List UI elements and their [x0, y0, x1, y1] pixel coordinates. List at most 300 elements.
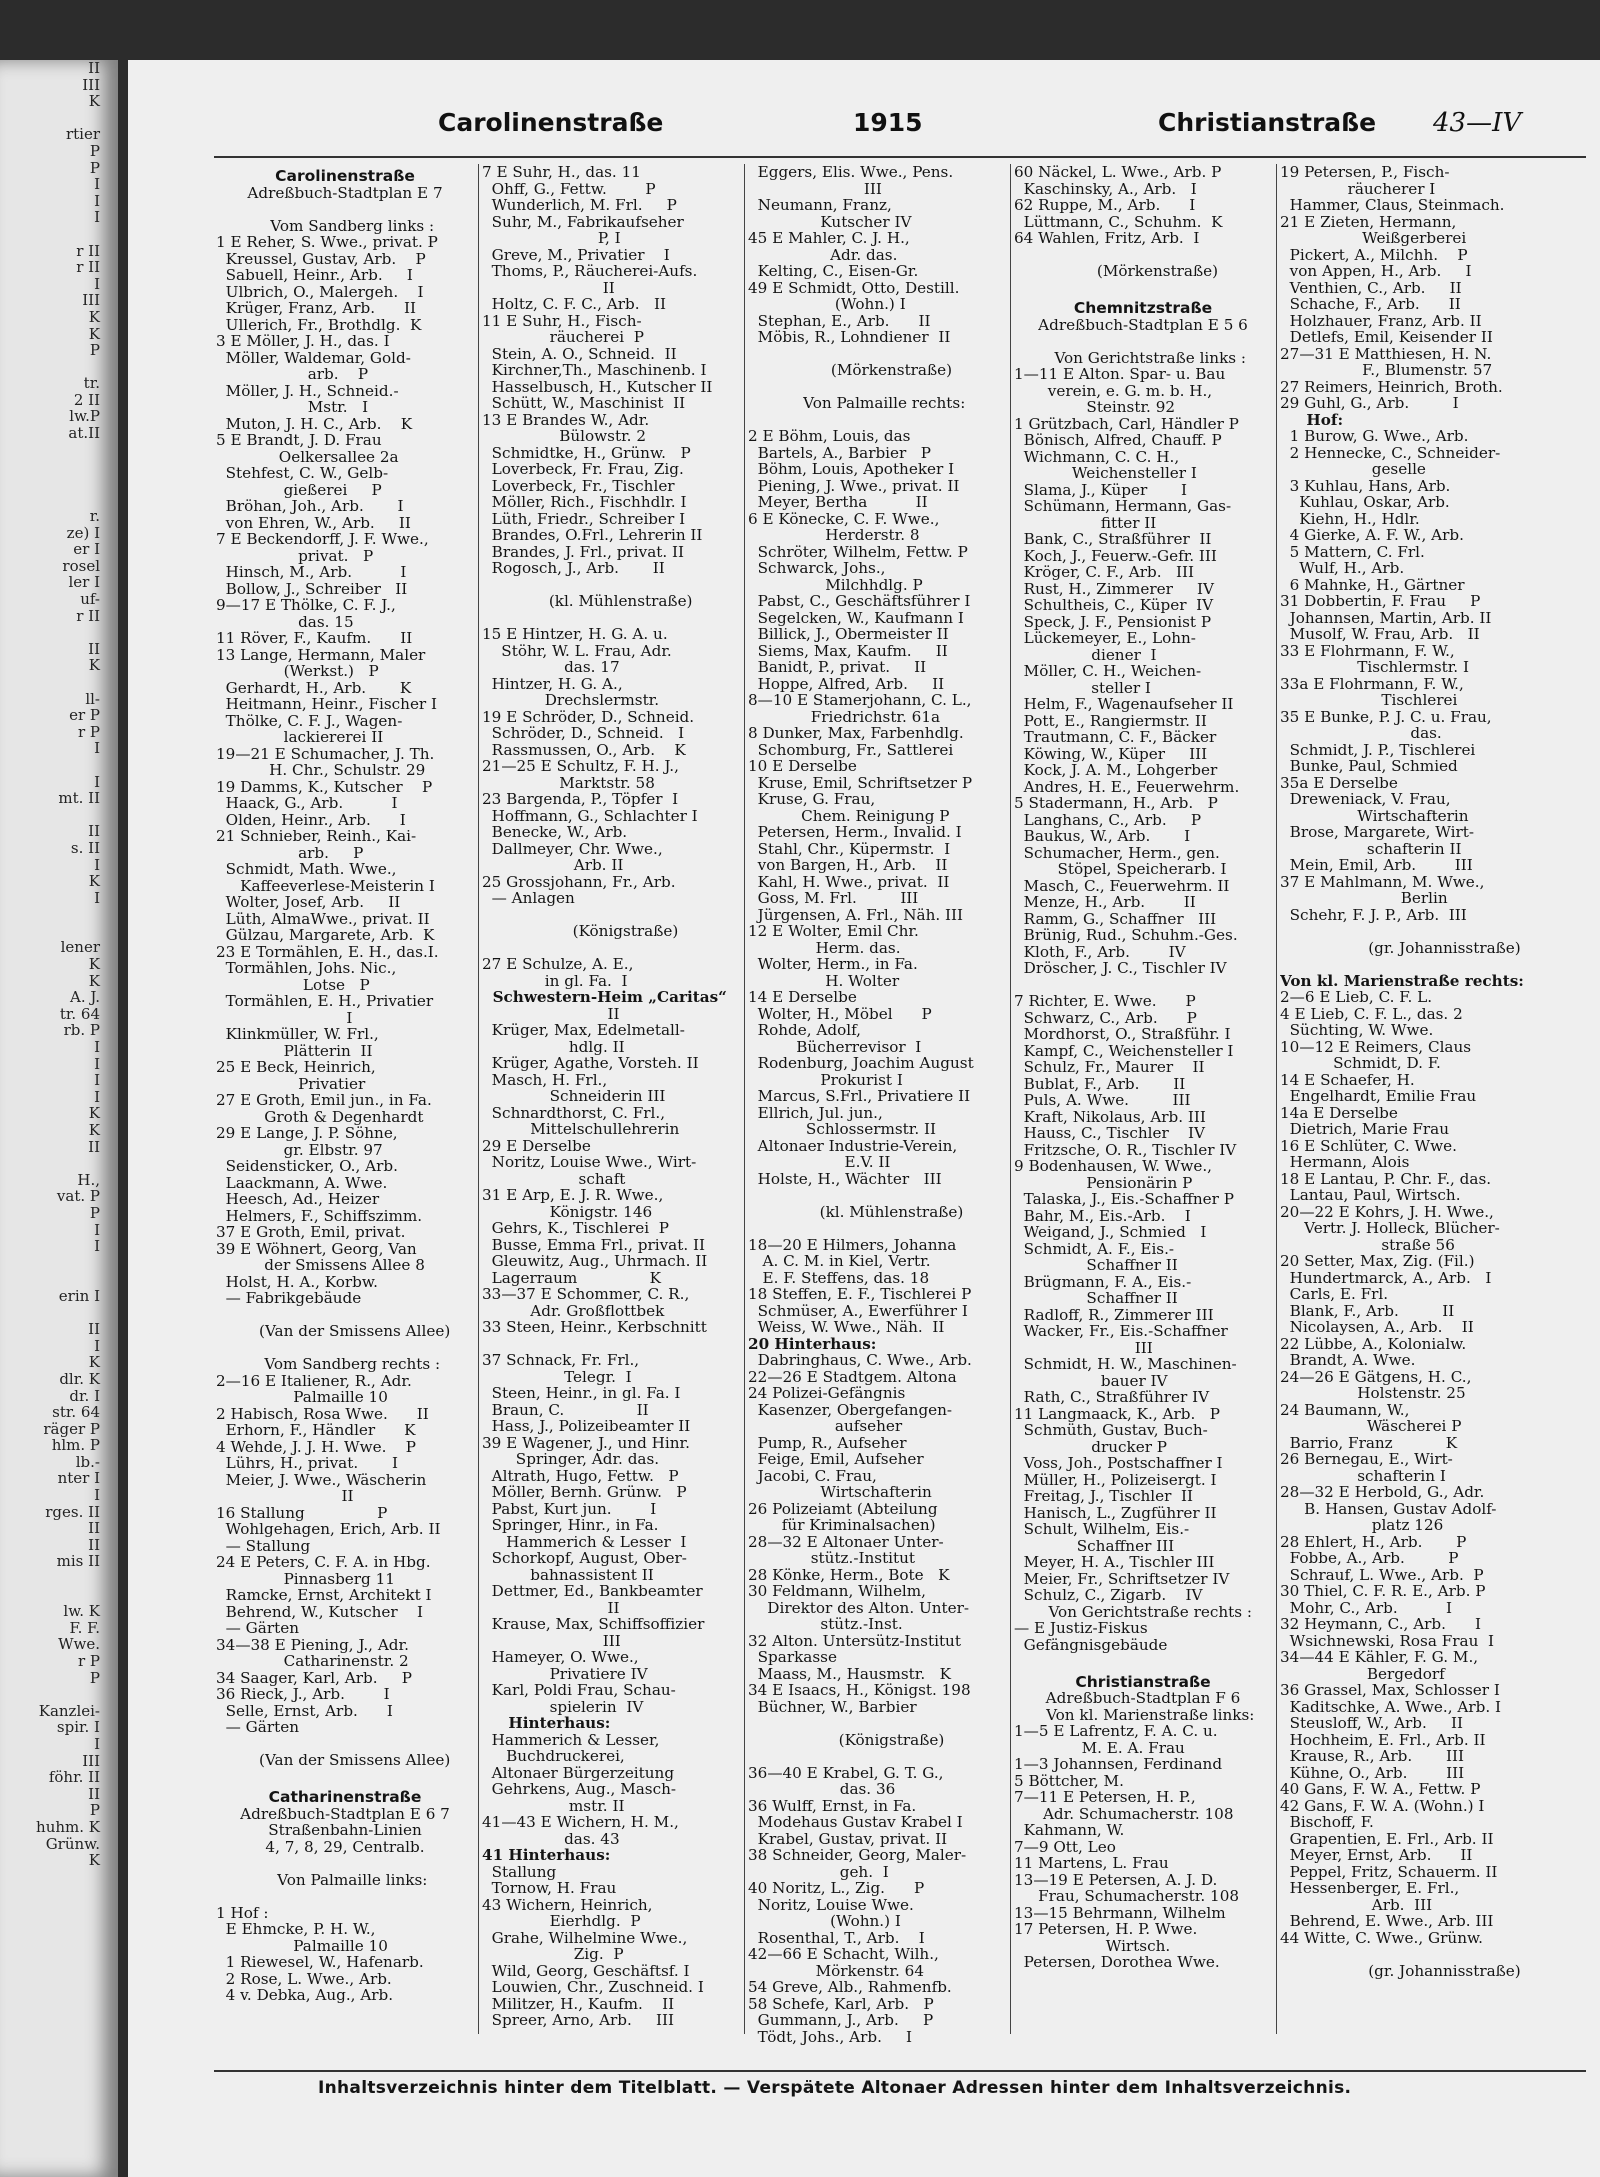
- directory-entry-line: Schorkopf, August, Ober-: [482, 1550, 687, 1567]
- directory-entry-line: 41 Hinterhaus:: [482, 1847, 611, 1864]
- directory-entry-line: 28—32 E Herbold, G., Adr.: [1280, 1484, 1485, 1501]
- directory-entry-line: Segelcken, W., Kaufmann I: [748, 609, 964, 626]
- directory-entry-line: Bischoff, F.: [1280, 1814, 1374, 1831]
- directory-entry-line: Mohr, C., Arb. I: [1280, 1599, 1452, 1616]
- directory-entry-line: Herm. das.: [748, 939, 901, 956]
- directory-entry-line: 45 E Mahler, C. J. H.,: [748, 230, 910, 247]
- directory-entry-line: der Smissens Allee 8: [216, 1257, 425, 1274]
- directory-entry-line: Möller, Bernh. Grünw. P: [482, 1484, 687, 1501]
- directory-entry-line: Wolter, Herm., in Fa.: [748, 956, 918, 973]
- directory-entry-line: 32 Heymann, C., Arb. I: [1280, 1616, 1481, 1633]
- directory-entry-line: Kruse, G. Frau,: [748, 791, 876, 808]
- directory-entry-line: Schehr, F. J. P., Arb. III: [1280, 906, 1467, 923]
- directory-entry-line: Loverbeck, Fr., Tischler: [482, 477, 675, 494]
- directory-entry-line: Kiehn, H., Hdlr.: [1280, 510, 1420, 527]
- section-note: 4, 7, 8, 29, Centralb.: [265, 1838, 425, 1855]
- directory-entry-line: Thölke, C. F. J., Wagen-: [216, 712, 403, 729]
- directory-entry-line: 13 E Brandes W., Adr.: [482, 411, 650, 428]
- directory-entry-line: Langhans, C., Arb. P: [1014, 811, 1202, 828]
- directory-entry-line: 28 Könke, Herm., Bote K: [748, 1566, 950, 1583]
- directory-entry-line: Schult, Wilhelm, Eis.-: [1014, 1521, 1190, 1538]
- directory-entry-line: Noritz, Louise Wwe.: [748, 1896, 914, 1913]
- directory-page: [128, 60, 1600, 2177]
- directory-entry-line: räucherei P: [482, 329, 644, 346]
- directory-entry-line: Behrend, W., Kutscher I: [216, 1603, 423, 1620]
- directory-entry-line: Palmaille 10: [216, 1389, 388, 1406]
- directory-entry-line: Carls, E. Frl.: [1280, 1286, 1389, 1303]
- directory-entry-line: III: [1014, 1339, 1153, 1356]
- directory-entry-line: 20—22 E Kohrs, J. H. Wwe.,: [1280, 1203, 1494, 1220]
- directory-entry-line: Rosenthal, T., Arb. I: [748, 1929, 925, 1946]
- directory-entry-line: P, I: [482, 230, 621, 247]
- directory-entry-line: 34 Saager, Karl, Arb. P: [216, 1669, 412, 1686]
- directory-entry-line: [748, 1715, 1006, 1732]
- directory-entry-line: Tödt, Johs., Arb. I: [748, 2028, 913, 2045]
- directory-entry-line: Bartels, A., Barbier P: [748, 444, 931, 461]
- directory-entry-line: Wäscherei P: [1280, 1418, 1462, 1435]
- section-note: Von Palmaille rechts:: [788, 395, 966, 412]
- directory-entry-line: 42 Gans, F. W. A. (Wohn.) I: [1280, 1797, 1485, 1814]
- directory-entry-line: Meyer, Ernst, Arb. II: [1280, 1847, 1473, 1864]
- directory-entry-line: [748, 412, 1006, 429]
- directory-entry-line: 19 Damms, K., Kutscher P: [216, 778, 433, 795]
- street-heading: Chemnitzstraße: [1073, 300, 1213, 317]
- section-note: (gr. Johannisstraße): [1339, 1962, 1521, 1979]
- directory-entry-line: Peppel, Fritz, Schauerm. II: [1280, 1863, 1498, 1880]
- directory-entry-line: [748, 1220, 1006, 1237]
- directory-entry-line: Gerhardt, H., Arb. K: [216, 679, 412, 696]
- directory-entry-line: Rohde, Adolf,: [748, 1022, 861, 1039]
- directory-entry-line: Dettmer, Ed., Bankbeamter: [482, 1583, 703, 1600]
- directory-entry-line: A. C. M. in Kiel, Vertr.: [748, 1253, 931, 1270]
- directory-entry-line: [482, 610, 740, 627]
- directory-entry-line: 13 Lange, Hermann, Maler: [216, 646, 426, 663]
- directory-entry-line: Kloth, F., Arb. IV: [1014, 943, 1186, 960]
- section-note: Vom Sandberg rechts :: [249, 1356, 441, 1373]
- directory-entry-line: Hinsch, M., Arb. I: [216, 564, 407, 581]
- directory-entry-line: E. F. Steffens, das. 18: [748, 1269, 930, 1286]
- directory-entry-line: 24 Polizei-Gefängnis: [748, 1385, 906, 1402]
- directory-entry-line: Zig. P: [482, 1946, 624, 1963]
- directory-entry-line: [1014, 280, 1272, 297]
- directory-entry-line: Ramcke, Ernst, Architekt I: [216, 1587, 432, 1604]
- directory-entry-line: Erhorn, F., Händler K: [216, 1422, 416, 1439]
- directory-entry-line: 41—43 E Wichern, H. M.,: [482, 1814, 679, 1831]
- directory-entry-line: Kahl, H. Wwe., privat. II: [748, 873, 950, 890]
- directory-entry-line: 27 E Groth, Emil jun., in Fa.: [216, 1092, 432, 1109]
- directory-entry-line: 5 Mattern, C. Frl.: [1280, 543, 1425, 560]
- directory-entry-line: 11 E Suhr, H., Fisch-: [482, 312, 642, 329]
- directory-entry-line: Rogosch, J., Arb. II: [482, 560, 665, 577]
- directory-entry-line: Bank, C., Straßführer II: [1014, 531, 1212, 548]
- directory-entry-line: Steinstr. 92: [1014, 399, 1176, 416]
- directory-entry-line: Kock, J. A. M., Lohgerber: [1014, 762, 1218, 779]
- directory-entry-line: Schaffner III: [1014, 1537, 1175, 1554]
- column-5: [1280, 164, 1580, 2064]
- directory-entry-line: III: [482, 1632, 621, 1649]
- directory-entry-line: Stephan, E., Arb. II: [748, 312, 931, 329]
- directory-entry-line: Schulz, Fr., Maurer II: [1014, 1059, 1205, 1076]
- directory-entry-line: Möbis, R., Lohndiener II: [748, 329, 951, 346]
- directory-entry-line: 5 Stadermann, H., Arb. P: [1014, 795, 1218, 812]
- directory-entry-line: 26 Bernegau, E., Wirt-: [1280, 1451, 1453, 1468]
- directory-entry-line: — Fabrikgebäude: [216, 1290, 362, 1307]
- directory-entry-line: 16 Stallung P: [216, 1504, 388, 1521]
- directory-entry-line: Friedrichstr. 61a: [748, 708, 941, 725]
- directory-entry-line: Hass, J., Polizeibeamter II: [482, 1418, 691, 1435]
- directory-entry-line: Stein, A. O., Schneid. II: [482, 345, 677, 362]
- directory-entry-line: Pabst, Kurt jun. I: [482, 1500, 657, 1517]
- directory-entry-line: 34 E Isaacs, H., Königst. 198: [748, 1682, 971, 1699]
- directory-entry-line: Krause, Max, Schiffsoffizier: [482, 1616, 705, 1633]
- directory-entry-line: Sabuell, Heinr., Arb. I: [216, 267, 413, 284]
- directory-entry-line: Seidensticker, O., Arb.: [216, 1158, 398, 1175]
- directory-entry-line: spielerin IV: [482, 1698, 644, 1715]
- directory-entry-line: 35 E Bunke, P. J. C. u. Frau,: [1280, 708, 1492, 725]
- directory-entry-line: Maass, M., Hausmstr. K: [748, 1665, 952, 1682]
- directory-entry-line: Kahmann, W.: [1014, 1822, 1125, 1839]
- directory-entry-line: 36—40 E Krabel, G. T. G.,: [748, 1764, 944, 1781]
- directory-entry-line: 34—44 E Kähler, F. G. M.,: [1280, 1649, 1479, 1666]
- directory-entry-line: Lantau, Paul, Wirtsch.: [1280, 1187, 1461, 1204]
- directory-entry-line: Mörkenstr. 64: [748, 1962, 924, 1979]
- directory-entry-line: Hammerich & Lesser,: [482, 1731, 660, 1748]
- section-note: (Mörkenstraße): [801, 362, 953, 379]
- directory-entry-line: Muton, J. H. C., Arb. K: [216, 415, 413, 432]
- directory-entry-line: [216, 1340, 474, 1357]
- directory-entry-line: Gummann, J., Arb. P: [748, 2012, 934, 2029]
- directory-entry-line: Springer, Hinr., in Fa.: [482, 1517, 659, 1534]
- directory-entry-line: Benecke, W., Arb.: [482, 824, 628, 841]
- directory-entry-line: Steen, Heinr., in gl. Fa. I: [482, 1385, 681, 1402]
- directory-entry-line: 13—19 E Petersen, A. J. D.: [1014, 1871, 1218, 1888]
- directory-entry-line: Hochheim, E. Frl., Arb. II: [1280, 1731, 1486, 1748]
- directory-entry-line: Lückemeyer, E., Lohn-: [1014, 630, 1196, 647]
- directory-entry-line: von Bargen, H., Arb. II: [748, 857, 948, 874]
- directory-entry-line: Mstr. I: [216, 399, 369, 416]
- directory-entry-line: 2 Habisch, Rosa Wwe. II: [216, 1405, 429, 1422]
- directory-entry-line: (Wohn.) I: [748, 1913, 901, 1930]
- directory-entry-line: Lotse P: [216, 976, 370, 993]
- directory-entry-line: Hasselbusch, H., Kutscher II: [482, 378, 713, 395]
- directory-entry-line: 30 Feldmann, Wilhelm,: [748, 1583, 927, 1600]
- directory-entry-line: Stehfest, C. W., Gelb-: [216, 465, 389, 482]
- directory-entry-line: 40 Gans, F. W. A., Fettw. P: [1280, 1781, 1481, 1798]
- footer-rule: [214, 2070, 1586, 2072]
- directory-entry-line: 37 Schnack, Fr. Frl.,: [482, 1352, 640, 1369]
- directory-entry-line: Schütt, W., Maschinist II: [482, 395, 686, 412]
- directory-entry-line: Freitag, J., Tischler II: [1014, 1488, 1194, 1505]
- section-note: (Königstraße): [809, 1731, 945, 1748]
- directory-entry-line: 43 Wichern, Heinrich,: [482, 1896, 653, 1913]
- directory-entry-line: Wolter, Josef, Arb. II: [216, 894, 401, 911]
- directory-entry-line: Marcus, S.Frl., Privatiere II: [748, 1088, 971, 1105]
- directory-entry-line: Bollow, J., Schreiber II: [216, 580, 408, 597]
- directory-entry-line: Krüger, Max, Edelmetall-: [482, 1022, 685, 1039]
- directory-entry-line: 14 E Derselbe: [748, 989, 857, 1006]
- directory-entry-line: Hammer, Claus, Steinmach.: [1280, 197, 1505, 214]
- directory-entry-line: Kühne, O., Arb. III: [1280, 1764, 1465, 1781]
- directory-entry-line: verein, e. G. m. b. H.,: [1014, 382, 1213, 399]
- directory-entry-line: Pabst, C., Geschäftsführer I: [748, 593, 971, 610]
- directory-entry-line: 4 Wehde, J. J. H. Wwe. P: [216, 1438, 416, 1455]
- directory-entry-line: 14 E Schaefer, H.: [1280, 1071, 1415, 1088]
- directory-entry-line: Gehrs, K., Tischlerei P: [482, 1220, 669, 1237]
- section-note: Vom Sandberg links :: [255, 217, 435, 234]
- directory-entry-line: Dallmeyer, Chr. Wwe.,: [482, 840, 663, 857]
- directory-entry-line: Wichmann, C. C. H.,: [1014, 448, 1180, 465]
- directory-entry-line: 42—66 E Schacht, Wilh.,: [748, 1946, 939, 1963]
- directory-entry-line: Radloff, R., Zimmerer III: [1014, 1306, 1214, 1323]
- directory-entry-line: räucherer I: [1280, 180, 1436, 197]
- directory-entry-line: Krause, R., Arb. III: [1280, 1748, 1465, 1765]
- directory-entry-line: Wulf, H., Arb.: [1280, 560, 1405, 577]
- directory-entry-line: Talaska, J., Eis.-Schaffner P: [1014, 1191, 1234, 1208]
- directory-entry-line: Schnardthorst, C. Frl.,: [482, 1104, 666, 1121]
- directory-entry-line: Oelkersallee 2a: [216, 448, 399, 465]
- directory-entry-line: Telegr. I: [482, 1368, 632, 1385]
- directory-entry-line: Nicolaysen, A., Arb. II: [1280, 1319, 1474, 1336]
- directory-entry-line: Schmidtke, H., Grünw. P: [482, 444, 691, 461]
- directory-entry-line: Pickert, A., Milchh. P: [1280, 246, 1468, 263]
- directory-entry-line: 60 Näckel, L. Wwe., Arb. P: [1014, 164, 1222, 181]
- directory-entry-line: 21 E Zieten, Hermann,: [1280, 213, 1457, 230]
- directory-entry-line: 1 Hof :: [216, 1904, 269, 1921]
- directory-entry-line: Kutscher IV: [748, 213, 912, 230]
- directory-entry-line: Petersen, Dorothea Wwe.: [1014, 1954, 1220, 1971]
- header-right-street: Christianstraße: [1158, 108, 1377, 137]
- directory-entry-line: Masch, H. Frl.,: [482, 1071, 608, 1088]
- directory-entry-line: Schmidt, H. W., Maschinen-: [1014, 1356, 1237, 1373]
- directory-entry-line: 23 E Tormählen, E. H., das.I.: [216, 943, 439, 960]
- directory-entry-line: Schaffner II: [1014, 1257, 1178, 1274]
- directory-entry-line: Privatiere IV: [482, 1665, 648, 1682]
- directory-entry-line: Brandes, J. Frl., privat. II: [482, 543, 685, 560]
- directory-entry-line: 38 Schneider, Georg, Maler-: [748, 1847, 967, 1864]
- directory-entry-line: Lüth, AlmaWwe., privat. II: [216, 910, 430, 927]
- directory-entry-line: Brünig, Rud., Schuhm.-Ges.: [1014, 927, 1238, 944]
- page-header: [128, 108, 1600, 148]
- directory-entry-line: 24—26 E Gätgens, H. C.,: [1280, 1368, 1472, 1385]
- gutter-fragments: II III K rtier P P I I I r II r II I III K K P tr. 2 II lw.P at.II r. ze) I er I rosel ler I uf- r II II K ll- er P r P I I mt. II II s. II I K I lener K K A. J. tr. 64 rb. P I I I I K K II H., vat. P P I I erin I II I K dlr. K dr. I str. 64 räger P hlm. P lb.- nter I I rges. II II II mis II lw. K F. F. Wwe. r P P Kanzlei- spir. I I III föhr. II II P huhm. K Grünw. K: [36, 60, 100, 1870]
- section-note: (Van der Smissens Allee): [239, 1752, 451, 1769]
- directory-entry-line: Rodenburg, Joachim August: [748, 1055, 974, 1072]
- directory-entry-line: Jürgensen, A. Frl., Näh. III: [748, 906, 964, 923]
- directory-entry-line: schaft: [482, 1170, 626, 1187]
- directory-entry-line: Palmaille 10: [216, 1937, 388, 1954]
- header-page-number: 43—IV: [1433, 108, 1522, 138]
- directory-entry-line: Hundertmarck, A., Arb. I: [1280, 1269, 1492, 1286]
- directory-entry-line: Koch, J., Feuerw.-Gefr. III: [1014, 547, 1217, 564]
- directory-entry-line: Feige, Emil, Aufseher: [748, 1451, 924, 1468]
- directory-entry-line: 1 Burow, G. Wwe., Arb.: [1280, 428, 1469, 445]
- directory-entry-line: Büchner, W., Barbier: [748, 1698, 917, 1715]
- column-2: [482, 164, 740, 2064]
- directory-entry-line: [216, 1307, 474, 1324]
- directory-entry-line: Wohlgehagen, Erich, Arb. II: [216, 1521, 441, 1538]
- directory-entry-line: 13—15 Behrmann, Wilhelm: [1014, 1904, 1226, 1921]
- directory-entry-line: privat. P: [216, 547, 374, 564]
- directory-entry-line: Barrio, Franz K: [1280, 1434, 1458, 1451]
- directory-entry-line: Busse, Emma Frl., privat. II: [482, 1236, 705, 1253]
- directory-entry-line: mstr. II: [482, 1797, 625, 1814]
- directory-entry-line: B. Hansen, Gustav Adolf-: [1280, 1500, 1497, 1517]
- directory-entry-line: Gefängnisgebäude: [1014, 1636, 1168, 1653]
- directory-entry-line: 15 E Hintzer, H. G. A. u.: [482, 626, 668, 643]
- directory-entry-line: Selle, Ernst, Arb. I: [216, 1702, 393, 1719]
- directory-entry-line: geselle: [1280, 461, 1426, 478]
- street-heading: Catharinenstraße: [268, 1789, 422, 1806]
- directory-entry-line: 6 E Könecke, C. F. Wwe.,: [748, 510, 940, 527]
- directory-entry-line: Kaffeeverlese-Meisterin I: [216, 877, 435, 894]
- directory-entry-line: Tischlermstr. I: [1280, 659, 1469, 676]
- directory-entry-line: Prokurist I: [748, 1071, 903, 1088]
- directory-entry-line: das. 15: [216, 613, 354, 630]
- directory-entry-line: 29 Guhl, G., Arb. I: [1280, 395, 1459, 412]
- directory-entry-line: Rath, C., Straßführer IV: [1014, 1389, 1210, 1406]
- directory-entry-line: Lüth, Friedr., Schreiber I: [482, 510, 686, 527]
- directory-entry-line: — Anlagen: [482, 890, 575, 907]
- directory-entry-line: straße 56: [1280, 1236, 1455, 1253]
- directory-entry-line: 22—26 E Stadtgem. Altona: [748, 1368, 957, 1385]
- column-3: [748, 164, 1006, 2064]
- directory-entry-line: [482, 1336, 740, 1353]
- directory-entry-line: Kreussel, Gustav, Arb. P: [216, 250, 426, 267]
- directory-entry-line: Wacker, Fr., Eis.-Schaffner: [1014, 1323, 1228, 1340]
- directory-entry-line: Schwarz, C., Arb. P: [1014, 1009, 1197, 1026]
- section-note: Von kl. Marienstraße links:: [1031, 1706, 1255, 1723]
- directory-entry-line: Marktstr. 58: [482, 774, 655, 791]
- directory-entry-line: Möller, J. H., Schneid.-: [216, 382, 399, 399]
- directory-entry-line: Schultheis, C., Küper IV: [1014, 597, 1214, 614]
- directory-entry-line: III: [748, 180, 882, 197]
- directory-entry-line: Pump, R., Aufseher: [748, 1434, 907, 1451]
- directory-entry-line: [1280, 956, 1580, 973]
- section-note: (Mörkenstraße): [1067, 263, 1219, 280]
- directory-entry-line: 18 Steffen, E. F., Tischlerei P: [748, 1286, 972, 1303]
- directory-entry-line: 3 E Möller, J. H., das. I: [216, 333, 390, 350]
- directory-entry-line: Altrath, Hugo, Fettw. P: [482, 1467, 679, 1484]
- directory-entry-line: hdlg. II: [482, 1038, 625, 1055]
- directory-entry-line: Wsichnewski, Rosa Frau I: [1280, 1632, 1495, 1649]
- footer-note: Inhaltsverzeichnis hinter dem Titelblatt. — Verspätete Altonaer Adressen hinter dem Inhaltsverzeichnis.: [318, 2078, 1352, 2098]
- directory-entry-line: Mein, Emil, Arb. III: [1280, 857, 1473, 874]
- directory-entry-line: Eggers, Elis. Wwe., Pens.: [748, 164, 954, 181]
- directory-entry-line: Mordhorst, O., Straßführ. I: [1014, 1026, 1231, 1043]
- directory-entry-line: Fobbe, A., Arb. P: [1280, 1550, 1459, 1567]
- directory-entry-line: 11 Röver, F., Kaufm. II: [216, 630, 413, 647]
- directory-entry-line: fitter II: [1014, 514, 1157, 531]
- directory-entry-line: Schache, F., Arb. II: [1280, 296, 1461, 313]
- directory-entry-line: 23 Bargenda, P., Töpfer I: [482, 791, 679, 808]
- section-note: (kl. Mühlenstraße): [529, 593, 693, 610]
- directory-entry-line: Wirtschafterin: [1280, 807, 1469, 824]
- directory-entry-line: Chem. Reinigung P: [748, 807, 950, 824]
- directory-entry-line: Wunderlich, M. Frl. P: [482, 197, 677, 214]
- directory-entry-line: II: [216, 1488, 354, 1505]
- directory-entry-line: 17 Petersen, H. P. Wwe.: [1014, 1921, 1198, 1938]
- directory-entry-line: [216, 1888, 474, 1905]
- directory-entry-line: 19—21 E Schumacher, J. Th.: [216, 745, 435, 762]
- directory-entry-line: Bahr, M., Eis.-Arb. I: [1014, 1207, 1191, 1224]
- directory-entry-line: 21—25 E Schultz, F. H. J.,: [482, 758, 679, 775]
- directory-entry-line: Köwing, W., Küper III: [1014, 745, 1208, 762]
- directory-entry-line: Möller, C. H., Weichen-: [1014, 663, 1202, 680]
- directory-entry-line: Brügmann, F. A., Eis.-: [1014, 1273, 1192, 1290]
- directory-entry-line: Herderstr. 8: [748, 527, 920, 544]
- directory-entry-line: Ohff, G., Fettw. P: [482, 180, 656, 197]
- directory-entry-line: Schwarck, Johs.,: [748, 560, 886, 577]
- directory-entry-line: E Ehmcke, P. H. W.,: [216, 1921, 376, 1938]
- directory-entry-line: Kasenzer, Obergefangen-: [748, 1401, 953, 1418]
- directory-entry-line: Adr. das.: [748, 246, 898, 263]
- street-heading: Carolinenstraße: [275, 168, 415, 185]
- directory-entry-line: 25 E Beck, Heinrich,: [216, 1059, 376, 1076]
- directory-entry-line: 5 E Brandt, J. D. Frau: [216, 432, 382, 449]
- directory-entry-line: Puls, A. Wwe. III: [1014, 1092, 1191, 1109]
- directory-entry-line: Noritz, Louise Wwe., Wirt-: [482, 1154, 697, 1171]
- directory-entry-line: Kröger, C. F., Arb. III: [1014, 564, 1195, 581]
- directory-entry-line: Spreer, Arno, Arb. III: [482, 2012, 674, 2029]
- directory-entry-line: — Stallung: [216, 1537, 311, 1554]
- directory-entry-line: 40 Noritz, L., Zig. P: [748, 1880, 925, 1897]
- directory-entry-line: 10 E Derselbe: [748, 758, 857, 775]
- section-note: (Königstraße): [543, 923, 679, 940]
- section-note: Adreßbuch-Stadtplan E 7: [247, 184, 443, 201]
- directory-entry-line: 35a E Derselbe: [1280, 774, 1398, 791]
- directory-entry-line: Hanisch, L., Zugführer II: [1014, 1504, 1217, 1521]
- directory-entry-line: geh. I: [748, 1863, 889, 1880]
- directory-entry-line: Plätterin II: [216, 1042, 373, 1059]
- directory-entry-line: 4 Gierke, A. F. W., Arb.: [1280, 527, 1464, 544]
- directory-entry-line: Holste, H., Wächter III: [748, 1170, 942, 1187]
- section-note: Straßenbahn-Linien: [268, 1822, 422, 1839]
- directory-entry-line: von Appen, H., Arb. I: [1280, 263, 1472, 280]
- directory-entry-line: [216, 1855, 474, 1872]
- directory-entry-line: Voss, Joh., Postschaffner I: [1014, 1455, 1223, 1472]
- directory-entry-line: steller I: [1014, 679, 1151, 696]
- section-note: Adreßbuch-Stadtplan F 6: [1045, 1690, 1241, 1707]
- directory-entry-line: Ullerich, Fr., Brothdlg. K: [216, 316, 422, 333]
- directory-entry-line: Arb. III: [1280, 1896, 1433, 1913]
- directory-entry-line: Schümann, Hermann, Gas-: [1014, 498, 1232, 515]
- directory-entry-line: Kuhlau, Oskar, Arb.: [1280, 494, 1450, 511]
- section-note: (gr. Johannisstraße): [1339, 939, 1521, 956]
- directory-entry-line: Tormählen, E. H., Privatier: [216, 993, 434, 1010]
- directory-entry-line: 2—6 E Lieb, C. F. L.: [1280, 989, 1433, 1006]
- directory-entry-line: Schrauf, L. Wwe., Arb. P: [1280, 1566, 1484, 1583]
- directory-entry-line: Weißgerberei: [1280, 230, 1467, 247]
- directory-entry-line: Ramm, G., Schaffner III: [1014, 910, 1217, 927]
- directory-entry-line: Altonaer Bürgerzeitung: [482, 1764, 675, 1781]
- directory-entry-line: — Gärten: [216, 1719, 299, 1736]
- header-year: 1915: [853, 108, 923, 137]
- directory-entry-line: drucker P: [1014, 1438, 1168, 1455]
- directory-entry-line: Schaffner II: [1014, 1290, 1178, 1307]
- section-note: (Van der Smissens Allee): [239, 1323, 451, 1340]
- directory-entry-line: schafterin I: [1280, 1467, 1446, 1484]
- directory-entry-line: [1014, 1653, 1272, 1670]
- directory-entry-line: [482, 577, 740, 594]
- directory-entry-line: 1—5 E Lafrentz, F. A. C. u.: [1014, 1723, 1218, 1740]
- directory-entry-line: 58 Schefe, Karl, Arb. P: [748, 1995, 934, 2012]
- directory-entry-line: Milchhdlg. P: [748, 576, 923, 593]
- directory-entry-line: Detlefs, Emil, Keisender II: [1280, 329, 1493, 346]
- directory-entry-line: Buchdruckerei,: [482, 1748, 625, 1765]
- directory-entry-line: 33a E Flohrmann, F. W.,: [1280, 675, 1464, 692]
- directory-entry-line: Helm, F., Wagenaufseher II: [1014, 696, 1234, 713]
- directory-entry-line: Musolf, W. Frau, Arb. II: [1280, 626, 1480, 643]
